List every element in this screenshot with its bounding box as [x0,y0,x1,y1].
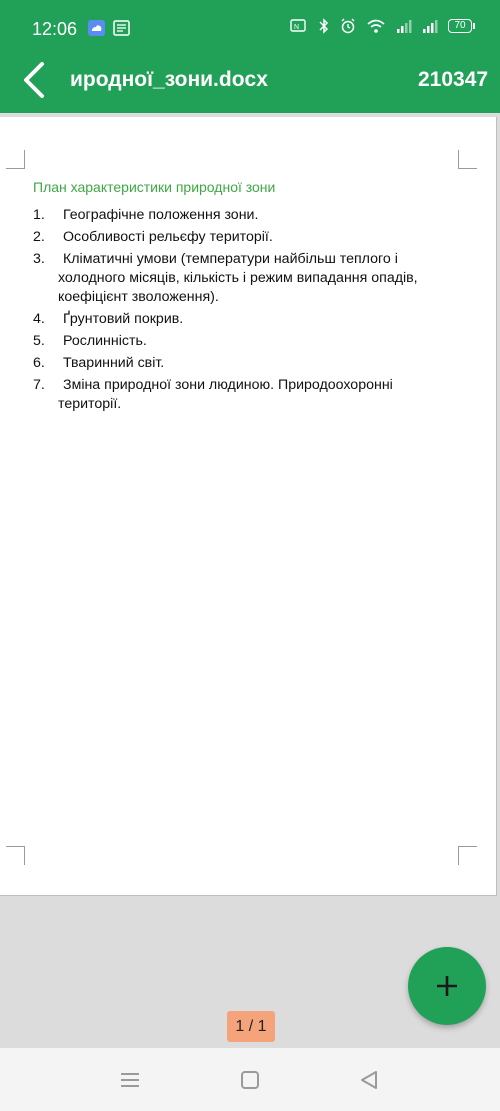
list-item [33,376,453,414]
list-item [33,228,453,247]
signal-icon-2 [422,18,438,34]
list-item [33,206,453,225]
crop-mark-top-right [458,150,477,169]
list-item-text: Географічне положення зони. [63,207,259,223]
document-heading: План характеристики природної зони [33,179,276,195]
list-item [33,332,453,351]
notes-app-icon [113,20,130,36]
crop-mark-bottom-right [458,846,477,865]
list-item-number: 2. [33,229,45,245]
back-icon[interactable] [357,1068,381,1092]
list-item [33,354,453,373]
svg-text:N: N [294,24,300,31]
document-page[interactable] [0,117,497,896]
list-item-number: 5. [33,333,45,349]
list-item-text: Рослинність. [63,333,147,349]
battery-icon: 70 [448,19,472,33]
status-time: 12:06 [32,19,78,39]
list-item-text: Тваринний світ. [63,355,165,371]
signal-icon [396,18,412,34]
status-right-icons [290,18,472,34]
list-item-number: 3. [33,251,45,267]
crop-mark-top-left [6,150,25,169]
alarm-icon [340,18,356,34]
document-title: иродної_зони.docx [70,68,268,91]
home-icon[interactable] [238,1068,262,1092]
list-item-text: Зміна природної зони людиною. Природоохоронні території. [58,377,393,412]
menu-icon[interactable] [118,1068,142,1092]
plus-icon [433,972,461,1000]
document-list [33,206,453,417]
list-item-text: Ґрунтовий покрив. [63,311,184,327]
system-nav-bar [0,1048,500,1111]
list-item [33,250,453,307]
app-bar [0,58,500,113]
list-item-text: Кліматичні умови (температури найбільш теплого і холодного місяців, кількість і режим випадання опадів, коефіцієнт зволоження). [58,251,418,305]
page-indicator: 1 / 1 [227,1011,275,1042]
list-item-text: Особливості рельєфу території. [63,229,273,245]
list-item-number: 6. [33,355,45,371]
add-button[interactable] [408,947,486,1025]
list-item-number: 7. [33,377,45,393]
bluetooth-icon [318,18,330,34]
crop-mark-bottom-left [6,846,25,865]
list-item [33,310,453,329]
wifi-icon [366,18,386,34]
status-bar [0,0,500,58]
status-left-icons [88,20,130,36]
cloud-app-icon [88,20,105,36]
document-id: 210347 [418,68,489,91]
list-item-number: 4. [33,311,45,327]
chevron-left-icon[interactable] [14,58,54,106]
list-item-number: 1. [33,207,45,223]
nfc-icon [290,18,308,34]
